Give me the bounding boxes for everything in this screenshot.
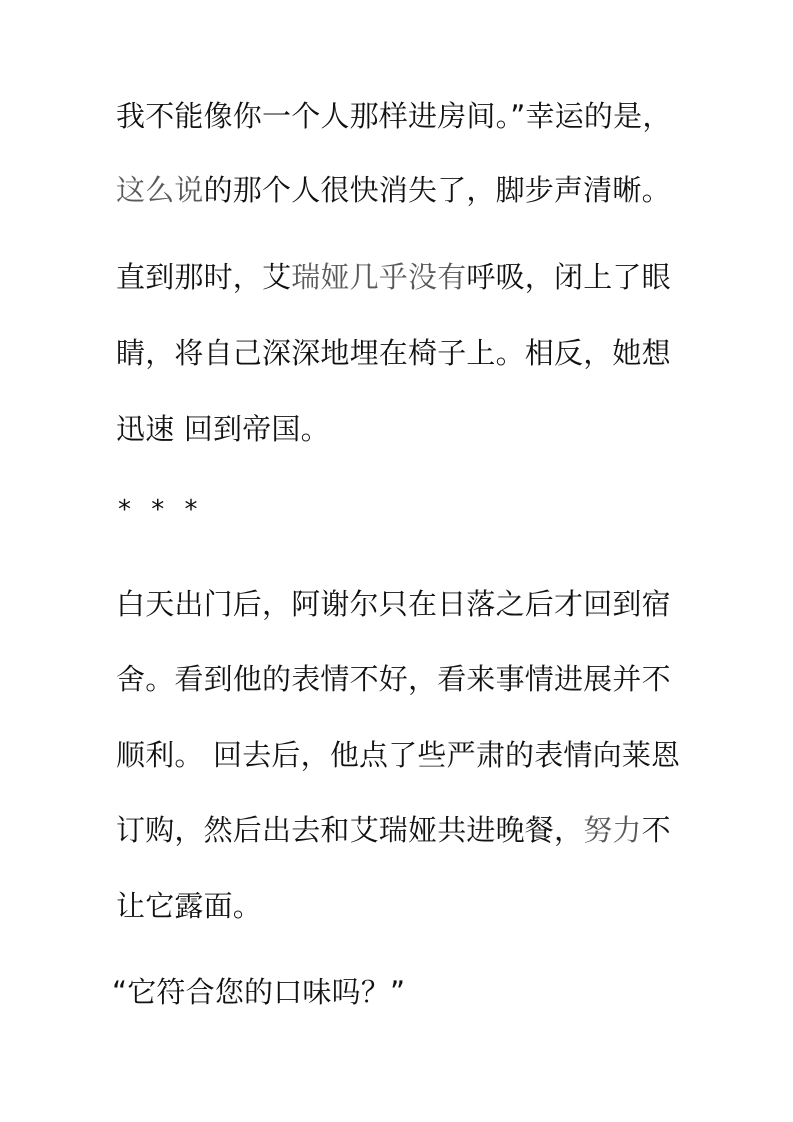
paragraph-2-line-1-text-b: 呼吸，闭上了眼 bbox=[466, 260, 671, 294]
highlighted-phrase: 这么说 bbox=[116, 173, 204, 207]
paragraph-3-line-5: 让它露面。 bbox=[116, 889, 263, 923]
paragraph-1-line-2 bbox=[116, 170, 671, 210]
paragraph-3-line-4-text-b: 不 bbox=[641, 813, 671, 847]
paragraph-2-line-1-text-a: 直到那时，艾 bbox=[116, 260, 292, 294]
highlighted-phrase: 瑞娅几乎没有 bbox=[291, 260, 467, 294]
paragraph-1-line-1: 我不能像你一个人那样进房间。”幸运的是， bbox=[116, 99, 672, 133]
paragraph-3-line-2: 舍。看到他的表情不好，看来事情进展并不 bbox=[116, 662, 671, 696]
paragraph-2-line-1 bbox=[116, 257, 671, 297]
highlighted-phrase: 努力 bbox=[583, 813, 642, 847]
paragraph-3-line-4 bbox=[116, 810, 671, 850]
paragraph-3-line-1: 白天出门后，阿谢尔只在日落之后才回到宿 bbox=[116, 587, 671, 621]
paragraph-4-line-1: “它符合您的口味吗？” bbox=[112, 975, 406, 1009]
scene-separator: * * * bbox=[118, 495, 204, 525]
paragraph-2-line-3: 迅速 回到帝国。 bbox=[116, 412, 330, 446]
paragraph-3-line-3: 顺利。 回去后，他点了些严肃的表情向莱恩 bbox=[116, 738, 681, 772]
paragraph-1-line-2-text: 的那个人很快消失了，脚步声清晰。 bbox=[203, 173, 671, 207]
paragraph-2-line-2: 睛，将自己深深地埋在椅子上。相反，她想 bbox=[116, 336, 671, 370]
paragraph-3-line-4-text-a: 订购，然后出去和艾瑞娅共进晚餐， bbox=[116, 813, 584, 847]
